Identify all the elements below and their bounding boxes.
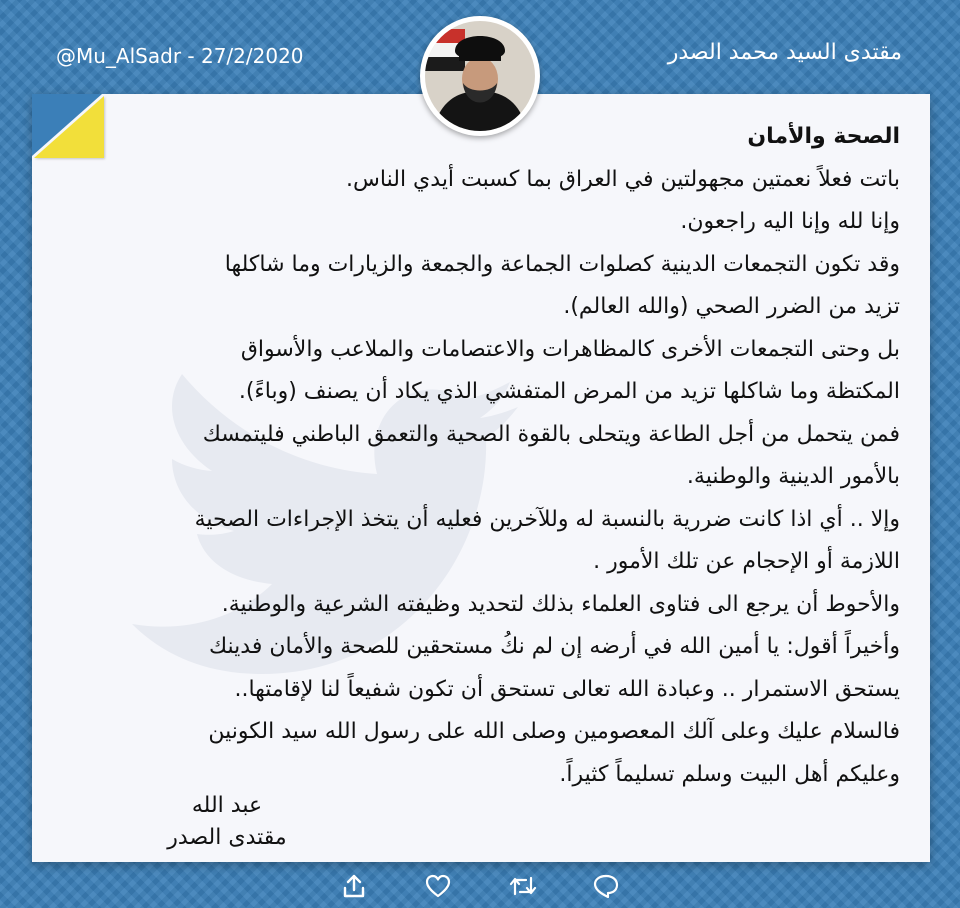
tweet-actions: [0, 872, 960, 902]
reply-icon: [592, 872, 620, 900]
reply-button[interactable]: [592, 872, 622, 902]
post-title: الصحة والأمان: [747, 124, 900, 149]
signature: [142, 790, 312, 854]
post-body: [60, 116, 900, 796]
retweet-button[interactable]: [508, 872, 538, 902]
post-line: المكتظة وما شاكلها تزيد من المرض المتفشي الذي يكاد أن يصنف (وباءً).: [238, 379, 900, 404]
post-line: بل وحتى التجمعات الأخرى كالمظاهرات والاعتصامات والملاعب والأسواق: [240, 336, 900, 362]
post-line: باتت فعلاً نعمتين مجهولتين في العراق بما كسبت أيدي الناس.: [346, 166, 900, 192]
post-line: وإلا .. أي اذا كانت ضررية بالنسبة له وللآخرين فعليه أن يتخذ الإجراءات الصحية: [194, 506, 900, 532]
share-icon: [340, 872, 368, 900]
handle-date: @Mu_AlSadr - 27/2/2020: [56, 44, 304, 68]
signature-line: عبد الله: [191, 793, 263, 818]
post-line: وعليكم أهل البيت وسلم تسليماً كثيراً.: [559, 761, 900, 787]
post-line: بالأمور الدينية والوطنية.: [686, 464, 900, 489]
signature-line: مقتدى الصدر: [167, 825, 287, 850]
avatar-portrait-icon: [425, 21, 535, 131]
post-line: وإنا لله وإنا اليه راجعون.: [680, 209, 900, 234]
post-line: وقد تكون التجمعات الدينية كصلوات الجماعة والجمعة والزيارات وما شاكلها: [224, 251, 900, 277]
retweet-icon: [508, 872, 538, 900]
post-card: [32, 94, 930, 862]
post-line: اللازمة أو الإحجام عن تلك الأمور .: [593, 549, 900, 574]
post-line: والأحوط أن يرجع الى فتاوى العلماء بذلك لتحديد وظيفته الشرعية والوطنية.: [221, 591, 900, 617]
like-button[interactable]: [424, 872, 454, 902]
post-line: وأخيراً أقول: يا أمين الله في أرضه إن لم نكُ مستحقين للصحة والأمان فدينك: [209, 634, 900, 659]
heart-icon: [424, 872, 452, 900]
post-line: فالسلام عليك وعلى آلك المعصومين وصلى الله على رسول الله سيد الكونين: [208, 719, 900, 744]
post-line: تزيد من الضرر الصحي (والله العالم).: [563, 294, 900, 319]
author-name: مقتدى السيد محمد الصدر: [667, 40, 902, 65]
post-line: فمن يتحمل من أجل الطاعة ويتحلى بالقوة الصحية والتعمق الباطني فليتمسك: [202, 421, 900, 447]
post-line: يستحق الاستمرار .. وعبادة الله تعالى تستحق أن تكون شفيعاً لنا لإقامتها..: [234, 676, 900, 702]
share-button[interactable]: [340, 872, 370, 902]
avatar[interactable]: [420, 16, 540, 136]
